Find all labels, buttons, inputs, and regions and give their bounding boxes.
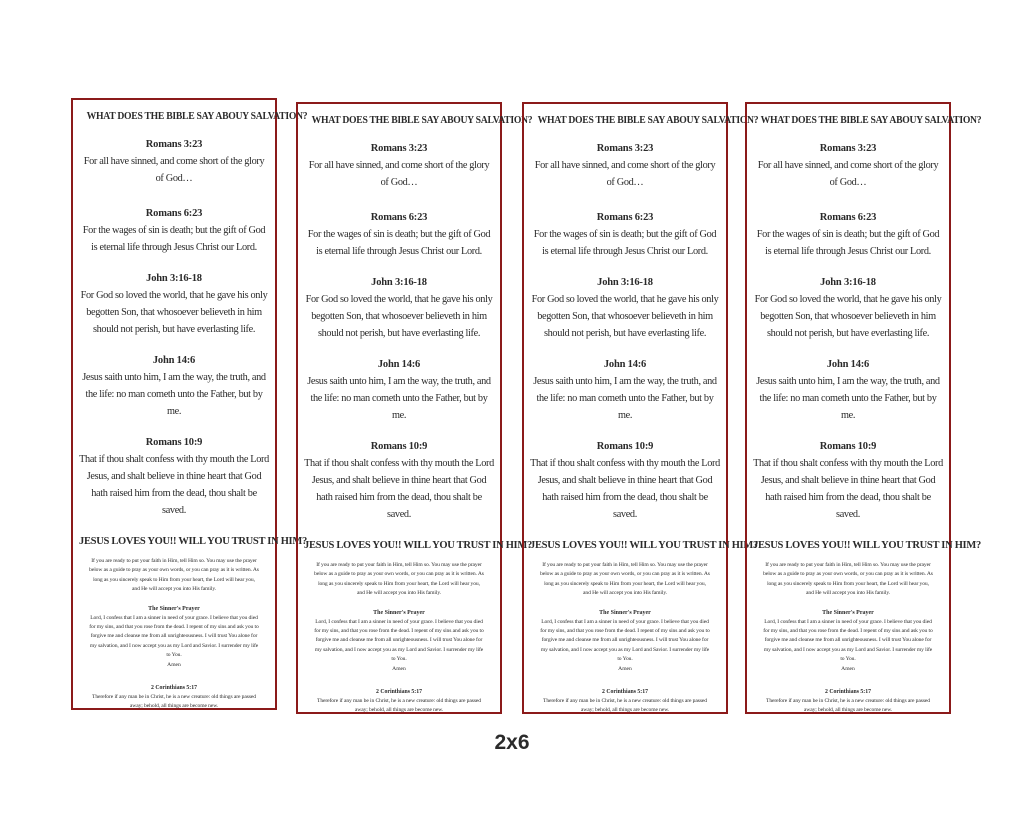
closing-ref: 2 Corinthians 5:17 [150,684,198,691]
closing-ref: 2 Corinthians 5:17 [375,688,423,695]
verse-text: Jesus saith unto him, I am the way, the truth, and the life: no man cometh unto the Father, but by me. [756,376,940,421]
verse-text: For all have sinned, and come short of the glory of God… [83,156,265,184]
closing-ref: 2 Corinthians 5:17 [824,688,872,695]
verse-ref: Romans 3:23 [370,143,428,154]
call-to-action: JESUS LOVES YOU!! WILL YOU TRUST IN HIM? [304,540,532,551]
verse-ref: Romans 6:23 [596,212,654,223]
card-heading: WHAT DOES THE BIBLE SAY ABOUY SALVATION? [760,115,982,126]
verse-ref: John 3:16-18 [371,277,427,288]
verse-text: For all have sinned, and come short of the glory of God… [308,160,490,188]
call-to-action: JESUS LOVES YOU!! WILL YOU TRUST IN HIM? [530,540,758,551]
verse-text: That if thou shalt confess with thy mouth the Lord Jesus, and shalt believe in thine heart that God hath raised him from the dead, thou shalt be saved. [530,458,720,520]
verse-ref: John 14:6 [377,359,421,370]
verse-ref: John 14:6 [603,359,647,370]
verse-text: That if thou shalt confess with thy mouth the Lord Jesus, and shalt believe in thine heart that God hath raised him from the dead, thou shalt be saved. [304,458,494,520]
intro-text: If you are ready to put your faith in Him, tell Him so. You may use the prayer below as a guide to pray as your own words, or you can pray as it is written. As long as you sincerely speak to Him from your heart, the Lord will hear you, and He will accept you into His family. [763,562,933,597]
prayer-text: Lord, I confess that I am a sinner in need of your grace. I believe that you died for my sins, and that you rose from the dead. I repent of my sins and ask you to forgive me and cleanse me from all unrighteousness. I will trust You alone for my salvation, and I now accept you as my Lord and Savior. I surrender my life to You. [89,614,259,659]
intro-text: If you are ready to put your faith in Him, tell Him so. You may use the prayer below as a guide to pray as your own words, or you can pray as it is written. As long as you sincerely speak to Him from your heart, the Lord will hear you, and He will accept you into His family. [540,562,710,597]
amen-text: Amen [841,665,855,672]
verse-ref: Romans 3:23 [596,143,654,154]
card-heading: WHAT DOES THE BIBLE SAY ABOUY SALVATION? [86,111,308,122]
call-to-action: JESUS LOVES YOU!! WILL YOU TRUST IN HIM? [79,536,307,547]
intro-text: If you are ready to put your faith in Him, tell Him so. You may use the prayer below as a guide to pray as your own words, or you can pray as it is written. As long as you sincerely speak to Him from your heart, the Lord will hear you, and He will accept you into His family. [89,558,259,593]
verse-text: For God so loved the world, that he gave his only begotten Son, that whosoever believeth in him should not perish, but have everlasting life. [531,294,719,339]
verse-ref: John 3:16-18 [146,273,202,284]
amen-text: Amen [392,665,406,672]
bookmark-card-4 [745,102,982,714]
verse-ref: Romans 10:9 [145,437,203,448]
intro-text: If you are ready to put your faith in Him, tell Him so. You may use the prayer below as a guide to pray as your own words, or you can pray as it is written. As long as you sincerely speak to Him from your heart, the Lord will hear you, and He will accept you into His family. [314,562,484,597]
verse-ref: Romans 10:9 [596,441,654,452]
closing-text: Therefore if any man be in Christ, he is a new creature: old things are passed away; behold, all things are become new. [317,697,481,714]
call-to-action: JESUS LOVES YOU!! WILL YOU TRUST IN HIM? [753,540,981,551]
verse-text: Jesus saith unto him, I am the way, the truth, and the life: no man cometh unto the Father, but by me. [82,372,266,417]
verse-text: Jesus saith unto him, I am the way, the truth, and the life: no man cometh unto the Father, but by me. [307,376,491,421]
verse-text: For God so loved the world, that he gave his only begotten Son, that whosoever believeth in him should not perish, but have everlasting life. [754,294,942,339]
verse-text: For God so loved the world, that he gave his only begotten Son, that whosoever believeth in him should not perish, but have everlasting life. [305,294,493,339]
verse-text: For all have sinned, and come short of the glory of God… [534,160,716,188]
verse-ref: Romans 10:9 [370,441,428,452]
prayer-title: The Sinner's Prayer [599,609,651,616]
closing-text: Therefore if any man be in Christ, he is a new creature: old things are passed away; behold, all things are become new. [543,697,707,714]
bookmark-card-3 [522,102,759,714]
verse-ref: Romans 6:23 [145,208,203,219]
verse-text: For the wages of sin is death; but the gift of God is eternal life through Jesus Christ our Lord. [756,229,940,257]
closing-text: Therefore if any man be in Christ, he is a new creature: old things are passed away; behold, all things are become new. [766,697,930,714]
bookmark-card-2 [296,102,533,714]
prayer-text: Lord, I confess that I am a sinner in need of your grace. I believe that you died for my sins, and that you rose from the dead. I repent of my sins and ask you to forgive me and cleanse me from all unrighteousness. I will trust You alone for my salvation, and I now accept you as my Lord and Savior. I surrender my life to You. [763,618,933,663]
bookmark-card-1 [71,98,308,710]
prayer-text: Lord, I confess that I am a sinner in need of your grace. I believe that you died for my sins, and that you rose from the dead. I repent of my sins and ask you to forgive me and cleanse me from all unrighteousness. I will trust You alone for my salvation, and I now accept you as my Lord and Savior. I surrender my life to You. [314,618,484,663]
closing-ref: 2 Corinthians 5:17 [601,688,649,695]
verse-ref: Romans 3:23 [145,139,203,150]
prayer-text: Lord, I confess that I am a sinner in need of your grace. I believe that you died for my sins, and that you rose from the dead. I repent of my sins and ask you to forgive me and cleanse me from all unrighteousness. I will trust You alone for my salvation, and I now accept you as my Lord and Savior. I surrender my life to You. [540,618,710,663]
verse-text: For the wages of sin is death; but the gift of God is eternal life through Jesus Christ our Lord. [82,225,266,253]
verse-ref: John 14:6 [152,355,196,366]
verse-text: For God so loved the world, that he gave his only begotten Son, that whosoever believeth in him should not perish, but have everlasting life. [80,290,268,335]
card-heading: WHAT DOES THE BIBLE SAY ABOUY SALVATION? [311,115,533,126]
amen-text: Amen [618,665,632,672]
verse-text: That if thou shalt confess with thy mouth the Lord Jesus, and shalt believe in thine heart that God hath raised him from the dead, thou shalt be saved. [753,458,943,520]
verse-ref: John 14:6 [826,359,870,370]
card-heading: WHAT DOES THE BIBLE SAY ABOUY SALVATION? [537,115,759,126]
size-label: 2x6 [494,731,530,754]
verse-ref: Romans 3:23 [819,143,877,154]
amen-text: Amen [167,661,181,668]
verse-ref: John 3:16-18 [820,277,876,288]
verse-ref: Romans 6:23 [819,212,877,223]
verse-ref: John 3:16-18 [597,277,653,288]
verse-text: For all have sinned, and come short of the glory of God… [757,160,939,188]
verse-text: For the wages of sin is death; but the gift of God is eternal life through Jesus Christ our Lord. [533,229,717,257]
verse-ref: Romans 10:9 [819,441,877,452]
verse-ref: Romans 6:23 [370,212,428,223]
prayer-title: The Sinner's Prayer [822,609,874,616]
prayer-title: The Sinner's Prayer [373,609,425,616]
verse-text: For the wages of sin is death; but the gift of God is eternal life through Jesus Christ our Lord. [307,229,491,257]
prayer-title: The Sinner's Prayer [148,605,200,612]
closing-text: Therefore if any man be in Christ, he is a new creature: old things are passed away; behold, all things are become new. [92,693,256,710]
verse-text: That if thou shalt confess with thy mouth the Lord Jesus, and shalt believe in thine heart that God hath raised him from the dead, thou shalt be saved. [79,454,269,516]
verse-text: Jesus saith unto him, I am the way, the truth, and the life: no man cometh unto the Father, but by me. [533,376,717,421]
